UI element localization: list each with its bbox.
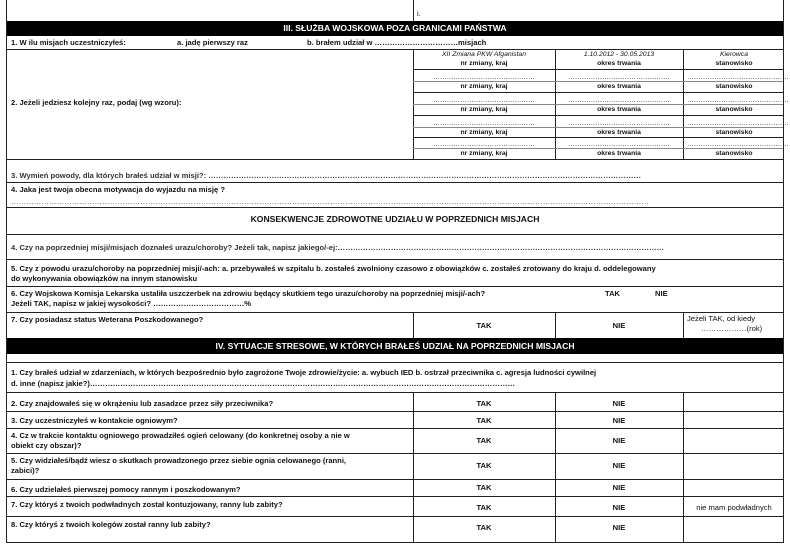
s4-row-nie[interactable]: NIE (612, 399, 626, 408)
s4-row-tak[interactable]: TAK (476, 436, 492, 445)
q1-option-b[interactable]: b. brałem udział w ……………………………misjach (307, 38, 487, 47)
q1-label: 1. W ilu misjach uczestniczyłeś: (11, 38, 126, 47)
s4-row-note[interactable]: nie mam podwładnych (696, 503, 772, 512)
s4-row-question-cont: obiekt czy obszar)? (11, 441, 82, 450)
section4-header: IV. SYTUACJE STRESOWE, W KTÓRYCH BRAŁEŚ UDZIAŁ NA POPRZEDNICH MISJACH (7, 338, 783, 354)
s4-row-nie[interactable]: NIE (612, 436, 626, 445)
s4-row-question: 3. Czy uczestniczyłeś w kontakcie ogniowym? (11, 416, 178, 425)
q2-col-mission: nr zmiany, kraj (460, 106, 508, 113)
health-q7-nie[interactable]: NIE (612, 321, 626, 330)
q2-col-period: okres trwania (597, 83, 641, 90)
q2-entry-field[interactable]: ……………………………………… (687, 120, 789, 127)
q2-col-position: stanowisko (715, 106, 753, 113)
s4-row-nie[interactable]: NIE (612, 461, 626, 470)
health-q6-line2[interactable]: Jeżeli TAK, napisz w jakiej wysokości? ………………………………% (11, 299, 251, 308)
q4-text: 4. Jaka jest twoja obecna motywacja do wyjazdu na misję ? (11, 185, 225, 194)
q2-col-position: stanowisko (715, 129, 753, 136)
s4-row-tak[interactable]: TAK (476, 399, 492, 408)
questionnaire-page (6, 0, 789, 543)
q2-entry-field[interactable]: ……………………………………… (568, 141, 670, 148)
q2-entry-field[interactable]: ……………………………………… (687, 97, 789, 104)
q2-col-position: stanowisko (715, 150, 753, 157)
health-q7-note-line2[interactable]: ………………(rok) (701, 324, 763, 333)
s4-row-tak[interactable]: TAK (476, 461, 492, 470)
q2-col-period: okres trwania (597, 106, 641, 113)
q2-example-mission: XII Zmiana PKW Afganistan (442, 51, 526, 58)
q2-col-mission: nr zmiany, kraj (460, 129, 508, 136)
health-q6-tak[interactable]: TAK (605, 289, 621, 298)
q2-example-position: Kierowca (720, 51, 748, 58)
health-q6-nie[interactable]: NIE (655, 289, 668, 298)
s4-row-nie[interactable]: NIE (612, 523, 626, 532)
s4-row-tak[interactable]: TAK (476, 503, 492, 512)
s4-row-question: 7. Czy któryś z twoich podwładnych został kontuzjowany, ranny lub zabity? (11, 500, 283, 509)
q2-col-position: stanowisko (715, 83, 753, 90)
s4-row-nie[interactable]: NIE (612, 416, 626, 425)
q2-col-mission: nr zmiany, kraj (460, 83, 508, 90)
section3-header: III. SŁUŻBA WOJSKOWA POZA GRANICAMI PAŃSTWA (7, 21, 783, 36)
q2-entry-field[interactable]: ……………………………………… (687, 141, 789, 148)
s4-row-question-cont: zabici)? (11, 466, 40, 475)
s4-row-tak[interactable]: TAK (476, 523, 492, 532)
s4-row-question: 5. Czy widziałeś/bądź wiesz o skutkach prowadzonego przez siebie ognia celowanego (ranni, (11, 456, 347, 465)
s4-row-nie[interactable]: NIE (612, 483, 626, 492)
s4-row-question: 4. Cz w trakcie kontaktu ogniowego prowadziłeś ogień celowany (do konkretnej osoby a nie w (11, 431, 350, 440)
s4-row-question: 8. Czy któryś z twoich kolegów został ranny lub zabity? (11, 520, 211, 529)
q2-example-period: 1.10.2012 - 30.05.2013 (583, 51, 655, 58)
q2-col-period: okres trwania (597, 150, 641, 157)
q2-entry-field[interactable]: ……………………………………… (433, 120, 535, 127)
q1-option-a[interactable]: a. jadę pierwszy raz (177, 38, 248, 47)
q2-entry-field[interactable]: ……………………………………… (687, 74, 789, 81)
q2-label: 2. Jeżeli jedziesz kolejny raz, podaj (wg wzoru): (11, 98, 182, 107)
s4-row-tak[interactable]: TAK (476, 483, 492, 492)
q2-col-mission: nr zmiany, kraj (460, 60, 508, 67)
s4-row-question: 6. Czy udzielałeś pierwszej pomocy rannym i poszkodowanym? (11, 485, 241, 494)
q2-col-period: okres trwania (597, 129, 641, 136)
top-cell-text: i. (417, 9, 421, 18)
q2-col-period: okres trwania (597, 60, 641, 67)
q2-col-mission: nr zmiany, kraj (460, 150, 508, 157)
s4-q1-line2[interactable]: d. inne (napisz jakie?)…………………………………………………………………………………………………………………………………………………… (11, 379, 516, 388)
q2-col-position: stanowisko (715, 60, 753, 67)
q3-text[interactable]: 3. Wymień powody, dla których brałeś udział w misji?: ……………………………………………………………………………………………………………………………………………………… (11, 171, 642, 180)
health-q6-line1: 6. Czy Wojskowa Komisja Lekarska ustaliła uszczerbek na zdrowiu będący skutkiem tego urazu/choroby na poprzedniej misji/-ach? (11, 289, 486, 298)
health-q7-note-line1: Jeżeli TAK, od kiedy (687, 314, 756, 323)
health-q5-line2: do wykonywania obowiązków na innym stanowisku (11, 274, 198, 283)
s4-row-tak[interactable]: TAK (476, 416, 492, 425)
q4-answer-field[interactable]: ……………………………………………………………………………………………………………………………………………………………………………………………………………………………… (11, 197, 649, 206)
q2-entry-field[interactable]: ……………………………………… (568, 97, 670, 104)
health-q5-line1: 5. Czy z powodu urazu/choroby na poprzedniej misji/-ach: a. przebywałeś w szpitalu b. zostałeś zwolniony czasowo z obowiązków c. zostałeś zrotowany do kraju d. oddelegowany (11, 264, 656, 273)
health-q7-tak[interactable]: TAK (476, 321, 492, 330)
q2-entry-field[interactable]: ……………………………………… (433, 74, 535, 81)
s4-row-question: 2. Czy znajdowałeś się w okrążeniu lub zasadzce przez siły przeciwnika? (11, 399, 274, 408)
health-q4-text[interactable]: 4. Czy na poprzedniej misji/misjach doznałeś urazu/choroby? Jeżeli tak, napisz jakiego/-ej:………………………………………………………………………………………………………………… (11, 243, 665, 252)
s4-row-nie[interactable]: NIE (612, 503, 626, 512)
q2-entry-field[interactable]: ……………………………………… (568, 120, 670, 127)
health-q7-text: 7. Czy posiadasz status Weterana Poszkodowanego? (11, 315, 204, 324)
q2-entry-field[interactable]: ……………………………………… (433, 97, 535, 104)
q2-entry-field[interactable]: ……………………………………… (433, 141, 535, 148)
s4-q1-line1: 1. Czy brałeś udział w zdarzeniach, w których bezpośrednio było zagrożone Twoje zdrowie/życie: a. wybuch IED b. ostrzał przeciwnika c. agresja ludności cywilnej (11, 368, 597, 377)
q2-entry-field[interactable]: ……………………………………… (568, 74, 670, 81)
top-divider (413, 0, 414, 21)
health-section-header: KONSEKWENCJE ZDROWOTNE UDZIAŁU W POPRZEDNICH MISJACH (250, 214, 540, 224)
